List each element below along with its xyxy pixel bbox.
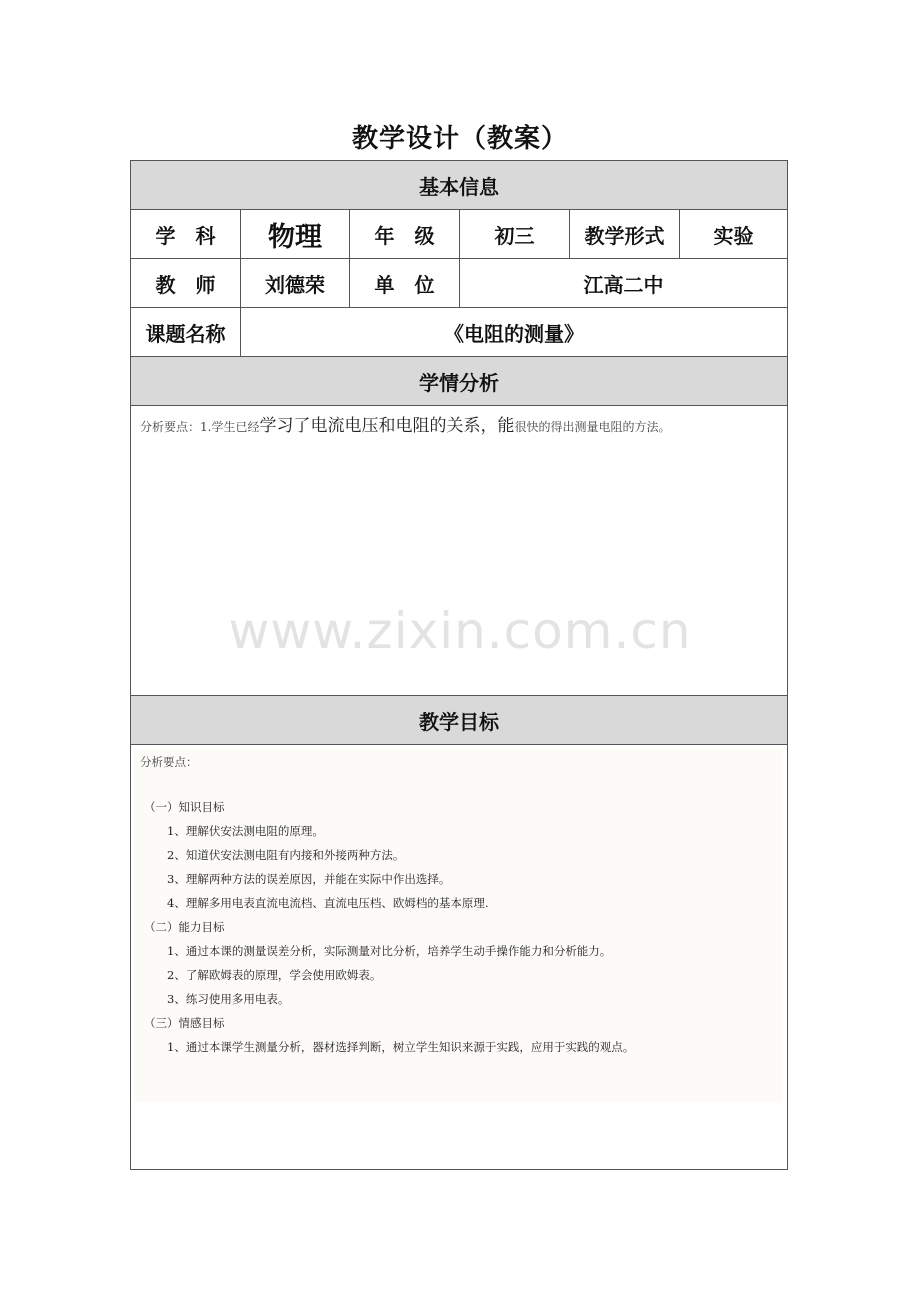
objective-item: 3、练习使用多用电表。 (167, 992, 290, 1006)
objectives-content (135, 749, 783, 1103)
objective-item: 4、理解多用电表直流电流档、直流电压档、欧姆档的基本原理. (167, 896, 489, 910)
objective-section-knowledge: （一）知识目标 (144, 800, 225, 814)
unit-label: 单 位 (350, 259, 460, 307)
objective-item: 1、理解伏安法测电阻的原理。 (167, 824, 324, 838)
teacher-label: 教 师 (131, 259, 241, 307)
watermark: www.zixin.com.cn (228, 602, 692, 660)
analysis-suffix: 很快的得出测量电阻的方法。 (514, 420, 671, 434)
objective-item: 1、通过本课学生测量分析，器材选择判断，树立学生知识来源于实践，应用于实践的观点。 (167, 1040, 635, 1054)
analysis-header: 学情分析 (131, 357, 787, 406)
analysis-prefix: 分析要点：1.学生已经 (140, 420, 260, 434)
grade-value: 初三 (460, 210, 570, 258)
lesson-plan-table (130, 160, 788, 1170)
teacher-row (131, 259, 787, 308)
analysis-middle: 学习了电流电压和电阻的关系，能 (259, 416, 515, 436)
objective-section-ability: （二）能力目标 (144, 920, 225, 934)
basic-info-header: 基本信息 (131, 161, 787, 210)
objectives-intro: 分析要点： (140, 755, 198, 769)
objectives-body (131, 745, 787, 1169)
objective-section-emotion: （三）情感目标 (144, 1016, 225, 1030)
objective-item: 1、通过本课的测量误差分析，实际测量对比分析，培养学生动手操作能力和分析能力。 (167, 944, 612, 958)
objective-item: 2、知道伏安法测电阻有内接和外接两种方法。 (167, 848, 405, 862)
subject-label: 学 科 (131, 210, 241, 258)
analysis-text (140, 411, 670, 436)
topic-label: 课题名称 (131, 308, 241, 356)
subject-value: 物理 (241, 210, 350, 258)
unit-value: 江高二中 (583, 272, 664, 297)
topic-value: 《电阻的测量》 (444, 321, 584, 346)
teacher-value: 刘德荣 (241, 259, 350, 307)
grade-label: 年 级 (350, 210, 460, 258)
form-label: 教学形式 (570, 210, 680, 258)
objectives-header: 教学目标 (131, 696, 787, 745)
document-title: 教学设计（教案） (351, 124, 568, 154)
subject-row (131, 210, 787, 259)
topic-row (131, 308, 787, 357)
objective-item: 2、了解欧姆表的原理，学会使用欧姆表。 (167, 968, 382, 982)
form-value: 实验 (713, 223, 754, 248)
objective-item: 3、理解两种方法的误差原因，并能在实际中作出选择。 (167, 872, 451, 886)
